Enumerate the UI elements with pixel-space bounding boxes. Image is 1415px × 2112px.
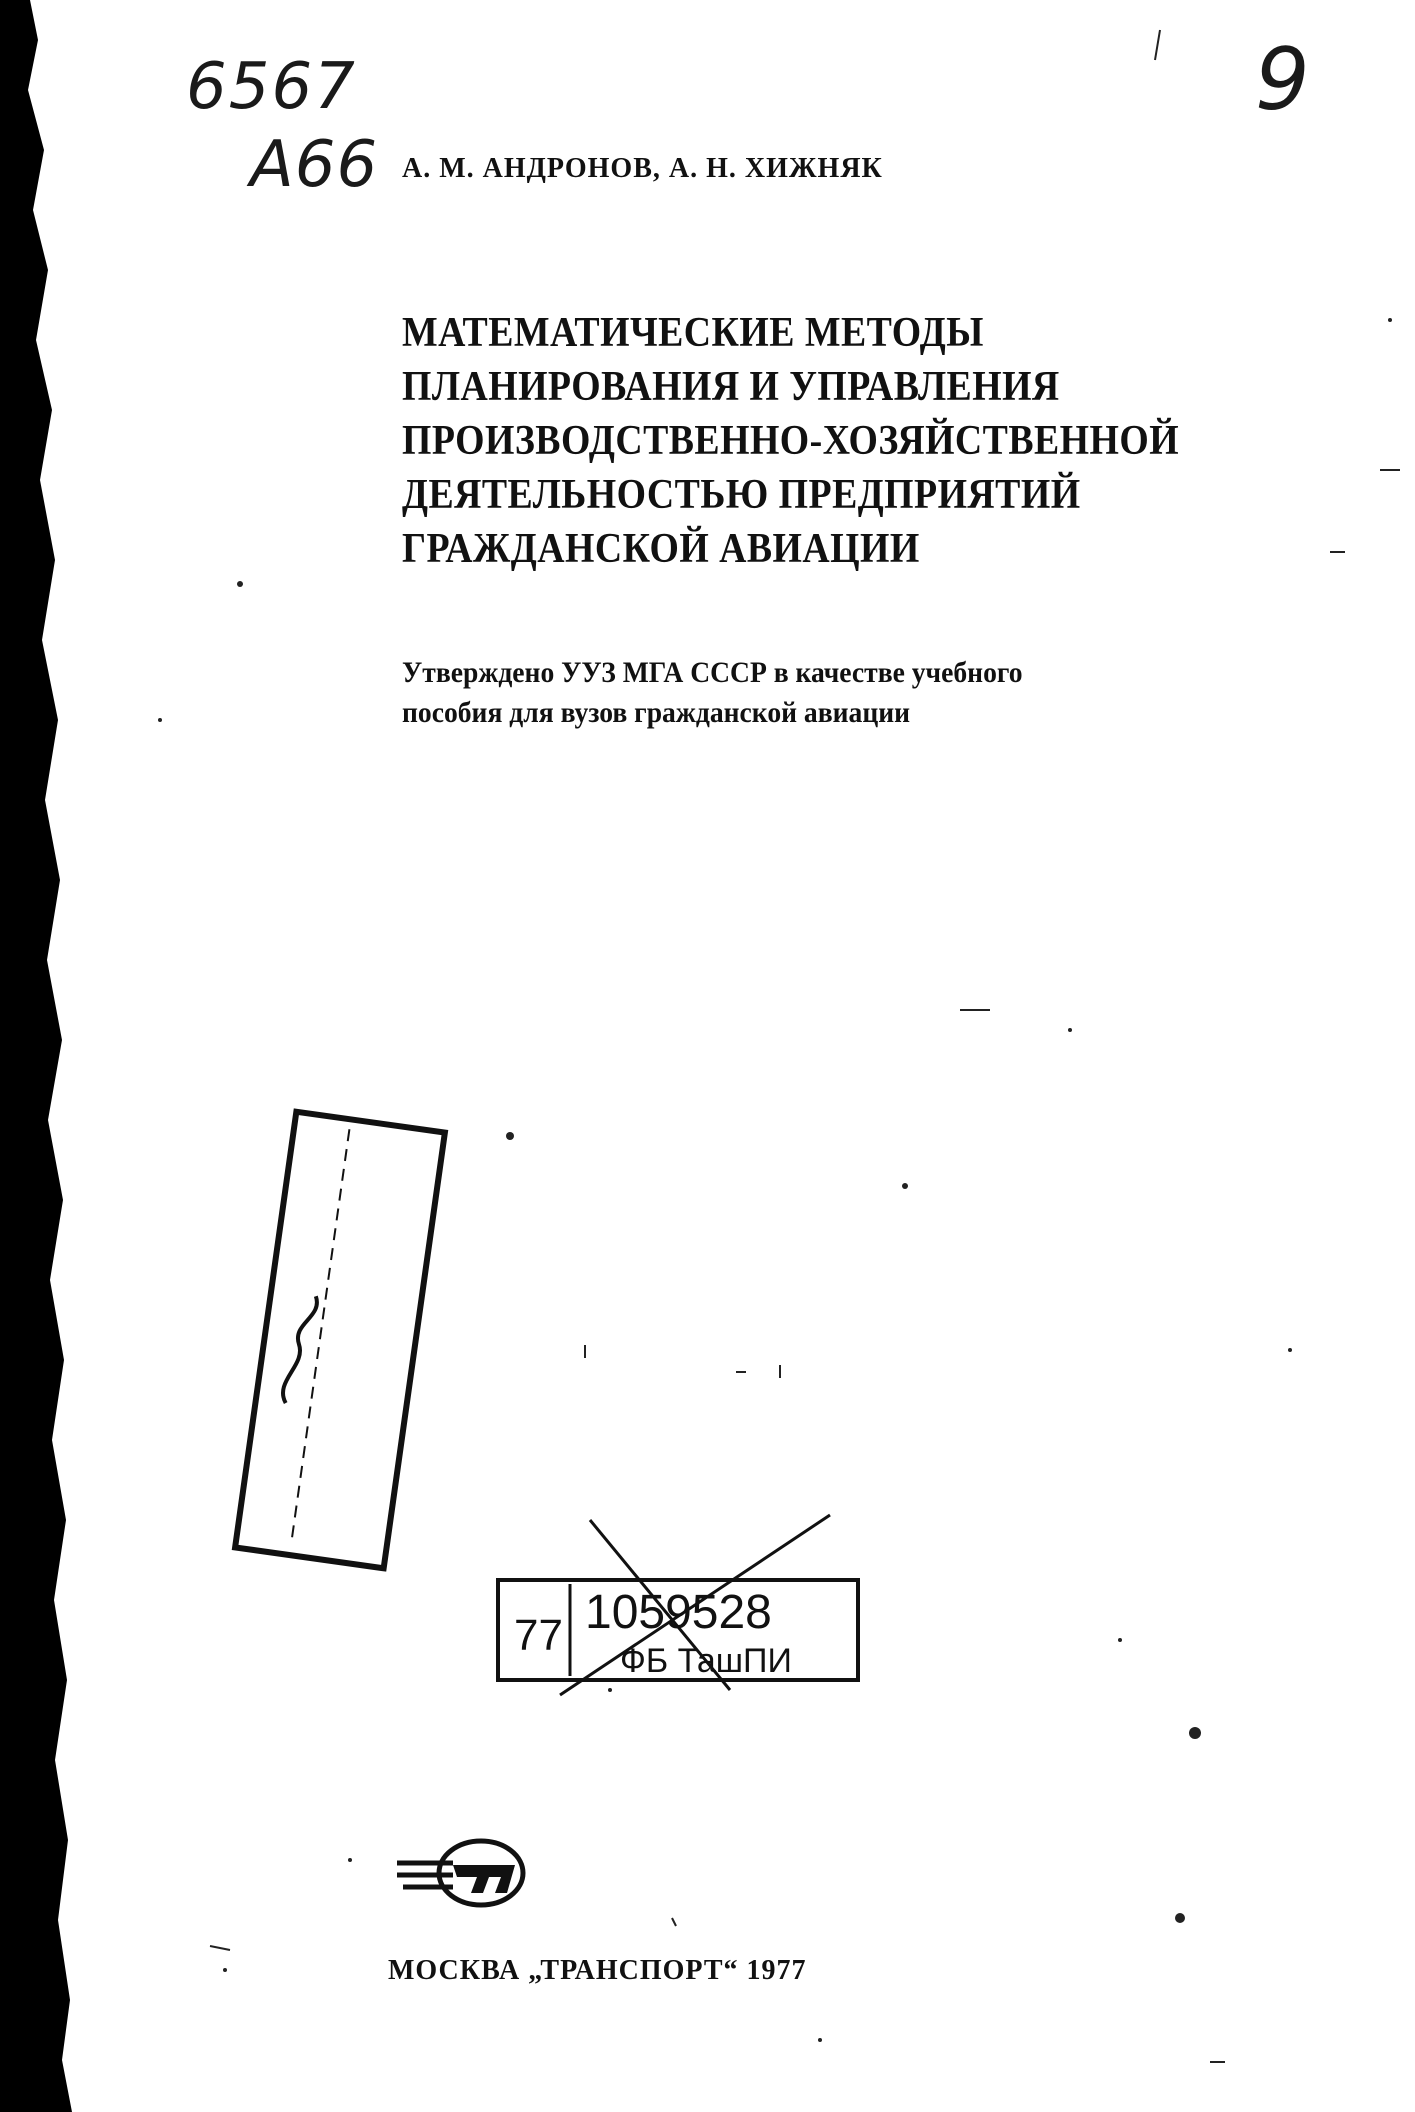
- title-line: ПРОИЗВОДСТВЕННО-ХОЗЯЙСТВЕННОЙ: [402, 418, 1180, 464]
- book-authors: А. М. АНДРОНОВ, А. Н. ХИЖНЯК: [402, 153, 883, 184]
- title-line: МАТЕМАТИЧЕСКИЕ МЕТОДЫ: [402, 310, 984, 356]
- stamp-year: 77: [514, 1611, 563, 1660]
- handwritten-class-code: 6567: [186, 50, 357, 124]
- library-inventory-stamp: [490, 1500, 870, 1700]
- handwritten-author-code: А66: [250, 128, 379, 202]
- title-line: ПЛАНИРОВАНИЯ И УПРАВЛЕНИЯ: [402, 364, 1060, 410]
- approval-line: пособия для вузов гражданской авиации: [402, 696, 911, 729]
- rotated-library-stamp: [220, 1090, 460, 1590]
- title-line: ДЕЯТЕЛЬНОСТЬЮ ПРЕДПРИЯТИЙ: [402, 472, 1081, 518]
- approval-note: [402, 653, 1023, 733]
- stamp-library-name: ФБ ТашПИ: [620, 1642, 792, 1680]
- book-title: [402, 306, 1212, 576]
- handwritten-page-number: 9: [1255, 30, 1310, 130]
- title-line: ГРАЖДАНСКОЙ АВИАЦИИ: [402, 526, 920, 572]
- approval-line: Утверждено УУЗ МГА СССР в качестве учебного: [402, 656, 1023, 689]
- publisher-imprint: МОСКВА „ТРАНСПОРТ“ 1977: [388, 1955, 807, 1986]
- stamp-inventory-number: 1059528: [585, 1586, 772, 1639]
- publisher-logo: [395, 1835, 535, 1911]
